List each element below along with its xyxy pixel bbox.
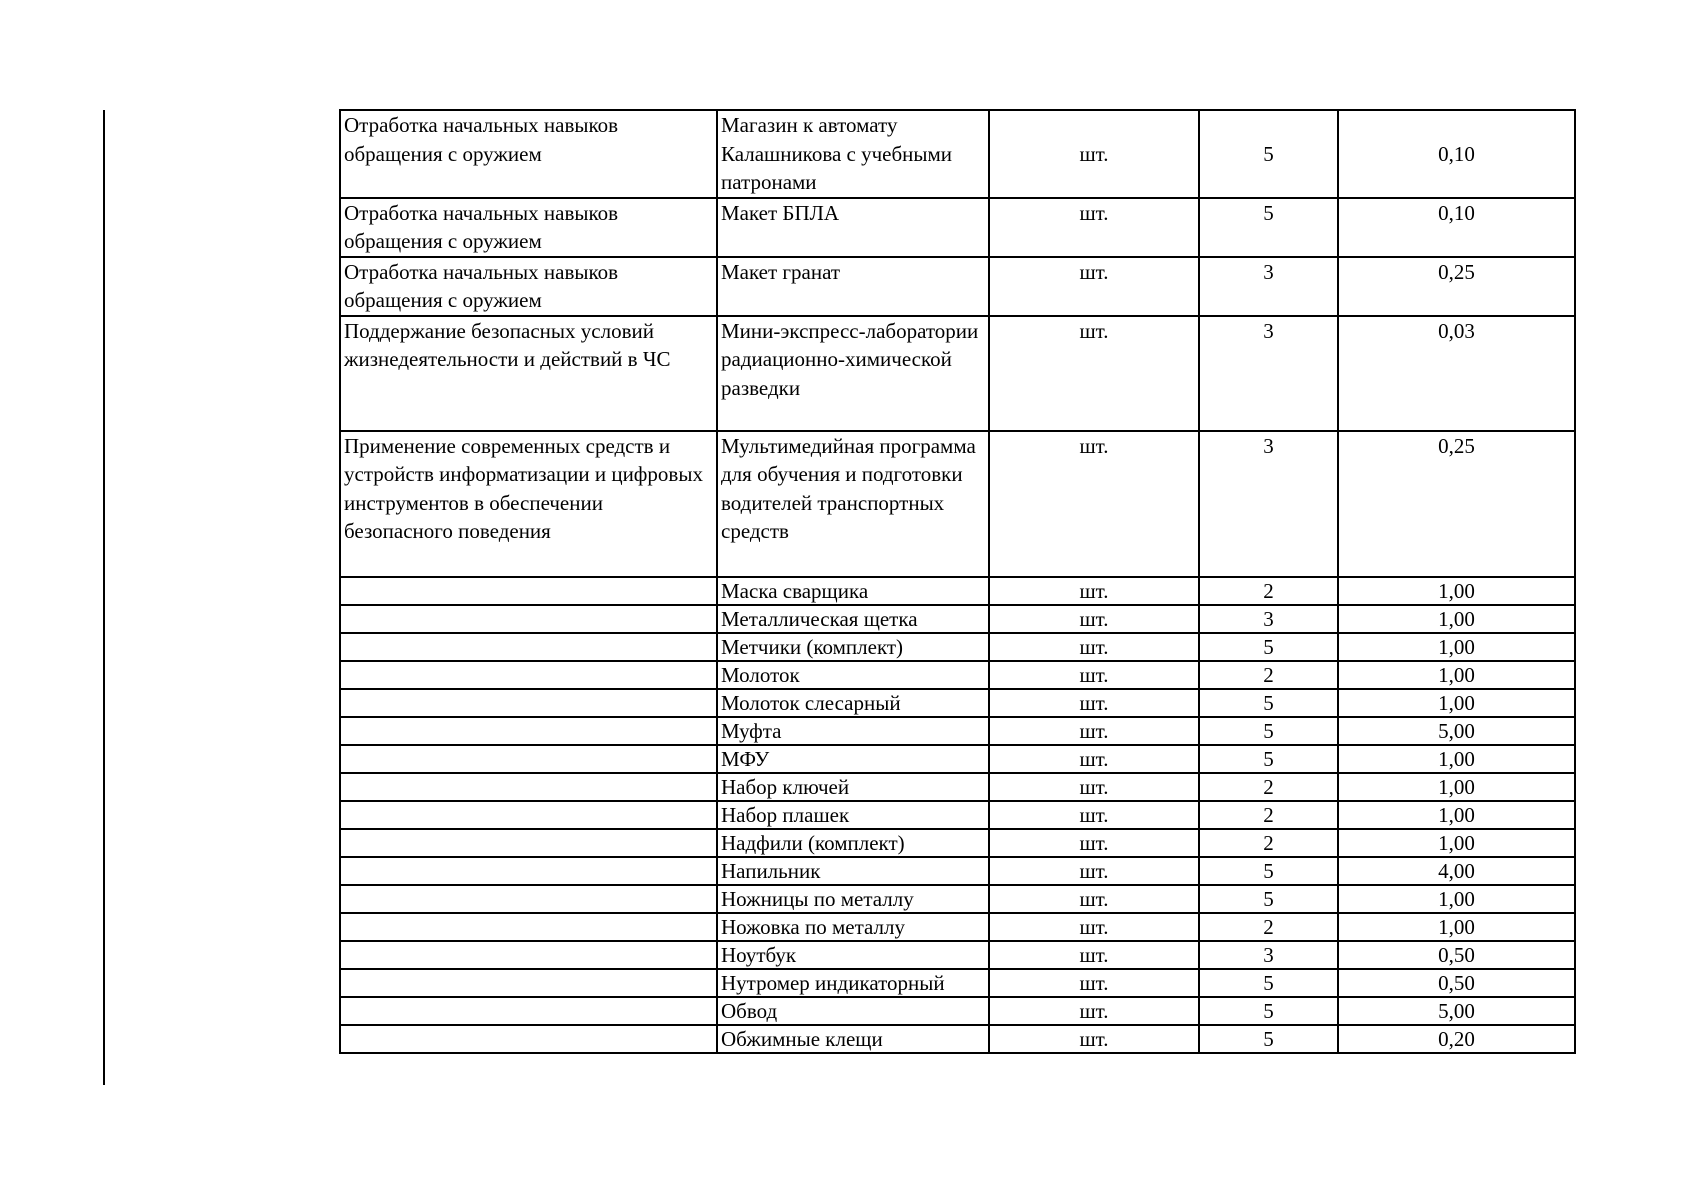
qty-cell: 5 xyxy=(1199,198,1338,257)
item-cell: Муфта xyxy=(717,717,989,745)
unit-cell: шт. xyxy=(989,913,1199,941)
coef-cell: 1,00 xyxy=(1338,773,1575,801)
table-row xyxy=(340,801,1575,829)
qty-cell: 3 xyxy=(1199,316,1338,431)
qty-cell: 5 xyxy=(1199,689,1338,717)
table-row xyxy=(340,745,1575,773)
unit-cell: шт. xyxy=(989,577,1199,605)
table-row xyxy=(340,773,1575,801)
qty-cell: 2 xyxy=(1199,577,1338,605)
purpose-cell xyxy=(340,717,717,745)
coef-cell: 0,25 xyxy=(1338,431,1575,577)
coef-cell: 1,00 xyxy=(1338,689,1575,717)
table-row xyxy=(340,885,1575,913)
unit-cell: шт. xyxy=(989,605,1199,633)
coef-cell: 0,50 xyxy=(1338,969,1575,997)
unit-cell: шт. xyxy=(989,1025,1199,1053)
qty-cell: 3 xyxy=(1199,257,1338,316)
purpose-cell: Отработка начальных навыков обращения с оружием xyxy=(340,257,717,316)
purpose-cell xyxy=(340,745,717,773)
purpose-cell xyxy=(340,969,717,997)
qty-cell: 3 xyxy=(1199,431,1338,577)
item-cell: Макет БПЛА xyxy=(717,198,989,257)
table-row xyxy=(340,689,1575,717)
purpose-cell xyxy=(340,577,717,605)
unit-cell: шт. xyxy=(989,316,1199,431)
qty-cell: 5 xyxy=(1199,885,1338,913)
purpose-cell: Отработка начальных навыков обращения с оружием xyxy=(340,110,717,198)
table-row xyxy=(340,198,1575,257)
item-cell: Обжимные клещи xyxy=(717,1025,989,1053)
qty-cell: 5 xyxy=(1199,1025,1338,1053)
qty-cell: 2 xyxy=(1199,829,1338,857)
unit-cell: шт. xyxy=(989,633,1199,661)
unit-cell: шт. xyxy=(989,689,1199,717)
item-cell: Макет гранат xyxy=(717,257,989,316)
coef-cell: 1,00 xyxy=(1338,801,1575,829)
unit-cell: шт. xyxy=(989,717,1199,745)
qty-cell: 3 xyxy=(1199,605,1338,633)
unit-cell: шт. xyxy=(989,198,1199,257)
item-cell: Маска сварщика xyxy=(717,577,989,605)
coef-cell: 5,00 xyxy=(1338,997,1575,1025)
item-cell: Надфили (комплект) xyxy=(717,829,989,857)
item-cell: Ножовка по металлу xyxy=(717,913,989,941)
purpose-cell xyxy=(340,857,717,885)
qty-cell: 5 xyxy=(1199,110,1338,198)
table-row xyxy=(340,1025,1575,1053)
unit-cell: шт. xyxy=(989,110,1199,198)
item-cell: Набор плашек xyxy=(717,801,989,829)
equipment-table xyxy=(339,109,1576,1054)
item-cell: Обвод xyxy=(717,997,989,1025)
unit-cell: шт. xyxy=(989,941,1199,969)
item-cell: Молоток xyxy=(717,661,989,689)
purpose-cell xyxy=(340,885,717,913)
unit-cell: шт. xyxy=(989,257,1199,316)
table-row xyxy=(340,969,1575,997)
table-row xyxy=(340,997,1575,1025)
table-row xyxy=(340,857,1575,885)
coef-cell: 1,00 xyxy=(1338,661,1575,689)
unit-cell: шт. xyxy=(989,829,1199,857)
purpose-cell xyxy=(340,997,717,1025)
qty-cell: 5 xyxy=(1199,633,1338,661)
qty-cell: 5 xyxy=(1199,969,1338,997)
purpose-cell xyxy=(340,661,717,689)
coef-cell: 0,10 xyxy=(1338,198,1575,257)
table-row xyxy=(340,829,1575,857)
table-row xyxy=(340,661,1575,689)
qty-cell: 5 xyxy=(1199,857,1338,885)
item-cell: Ноутбук xyxy=(717,941,989,969)
unit-cell: шт. xyxy=(989,745,1199,773)
qty-cell: 5 xyxy=(1199,745,1338,773)
item-cell: Молоток слесарный xyxy=(717,689,989,717)
item-cell: Набор ключей xyxy=(717,773,989,801)
coef-cell: 0,20 xyxy=(1338,1025,1575,1053)
purpose-cell xyxy=(340,801,717,829)
item-cell: Нутромер индикаторный xyxy=(717,969,989,997)
purpose-cell xyxy=(340,689,717,717)
item-cell: МФУ xyxy=(717,745,989,773)
table-row xyxy=(340,316,1575,431)
purpose-cell xyxy=(340,913,717,941)
purpose-cell xyxy=(340,829,717,857)
coef-cell: 4,00 xyxy=(1338,857,1575,885)
table-row xyxy=(340,605,1575,633)
table-row xyxy=(340,431,1575,577)
qty-cell: 2 xyxy=(1199,913,1338,941)
purpose-cell: Применение современных средств и устройств информатизации и цифровых инструментов в обеспечении безопасного поведения xyxy=(340,431,717,577)
coef-cell: 0,03 xyxy=(1338,316,1575,431)
qty-cell: 3 xyxy=(1199,941,1338,969)
table-row xyxy=(340,633,1575,661)
table-row xyxy=(340,913,1575,941)
item-cell: Ножницы по металлу xyxy=(717,885,989,913)
coef-cell: 1,00 xyxy=(1338,885,1575,913)
purpose-cell xyxy=(340,633,717,661)
coef-cell: 1,00 xyxy=(1338,633,1575,661)
qty-cell: 2 xyxy=(1199,801,1338,829)
unit-cell: шт. xyxy=(989,661,1199,689)
unit-cell: шт. xyxy=(989,885,1199,913)
coef-cell: 0,25 xyxy=(1338,257,1575,316)
table-row xyxy=(340,717,1575,745)
item-cell: Металлическая щетка xyxy=(717,605,989,633)
coef-cell: 1,00 xyxy=(1338,913,1575,941)
purpose-cell xyxy=(340,773,717,801)
unit-cell: шт. xyxy=(989,801,1199,829)
coef-cell: 1,00 xyxy=(1338,829,1575,857)
qty-cell: 5 xyxy=(1199,997,1338,1025)
qty-cell: 2 xyxy=(1199,773,1338,801)
purpose-cell xyxy=(340,941,717,969)
table-row xyxy=(340,577,1575,605)
coef-cell: 5,00 xyxy=(1338,717,1575,745)
coef-cell: 1,00 xyxy=(1338,605,1575,633)
table-row xyxy=(340,257,1575,316)
purpose-cell: Отработка начальных навыков обращения с оружием xyxy=(340,198,717,257)
item-cell: Мини-экспресс-лаборатории радиационно-химической разведки xyxy=(717,316,989,431)
qty-cell: 2 xyxy=(1199,661,1338,689)
purpose-cell xyxy=(340,605,717,633)
unit-cell: шт. xyxy=(989,857,1199,885)
page-margin-rule xyxy=(103,110,105,1085)
unit-cell: шт. xyxy=(989,773,1199,801)
item-cell: Метчики (комплект) xyxy=(717,633,989,661)
coef-cell: 1,00 xyxy=(1338,745,1575,773)
coef-cell: 0,10 xyxy=(1338,110,1575,198)
table-row xyxy=(340,941,1575,969)
table-row xyxy=(340,110,1575,198)
purpose-cell: Поддержание безопасных условий жизнедеятельности и действий в ЧС xyxy=(340,316,717,431)
item-cell: Мультимедийная программа для обучения и подготовки водителей транспортных средств xyxy=(717,431,989,577)
unit-cell: шт. xyxy=(989,431,1199,577)
unit-cell: шт. xyxy=(989,969,1199,997)
item-cell: Напильник xyxy=(717,857,989,885)
coef-cell: 1,00 xyxy=(1338,577,1575,605)
purpose-cell xyxy=(340,1025,717,1053)
qty-cell: 5 xyxy=(1199,717,1338,745)
coef-cell: 0,50 xyxy=(1338,941,1575,969)
unit-cell: шт. xyxy=(989,997,1199,1025)
item-cell: Магазин к автомату Калашникова с учебными патронами xyxy=(717,110,989,198)
